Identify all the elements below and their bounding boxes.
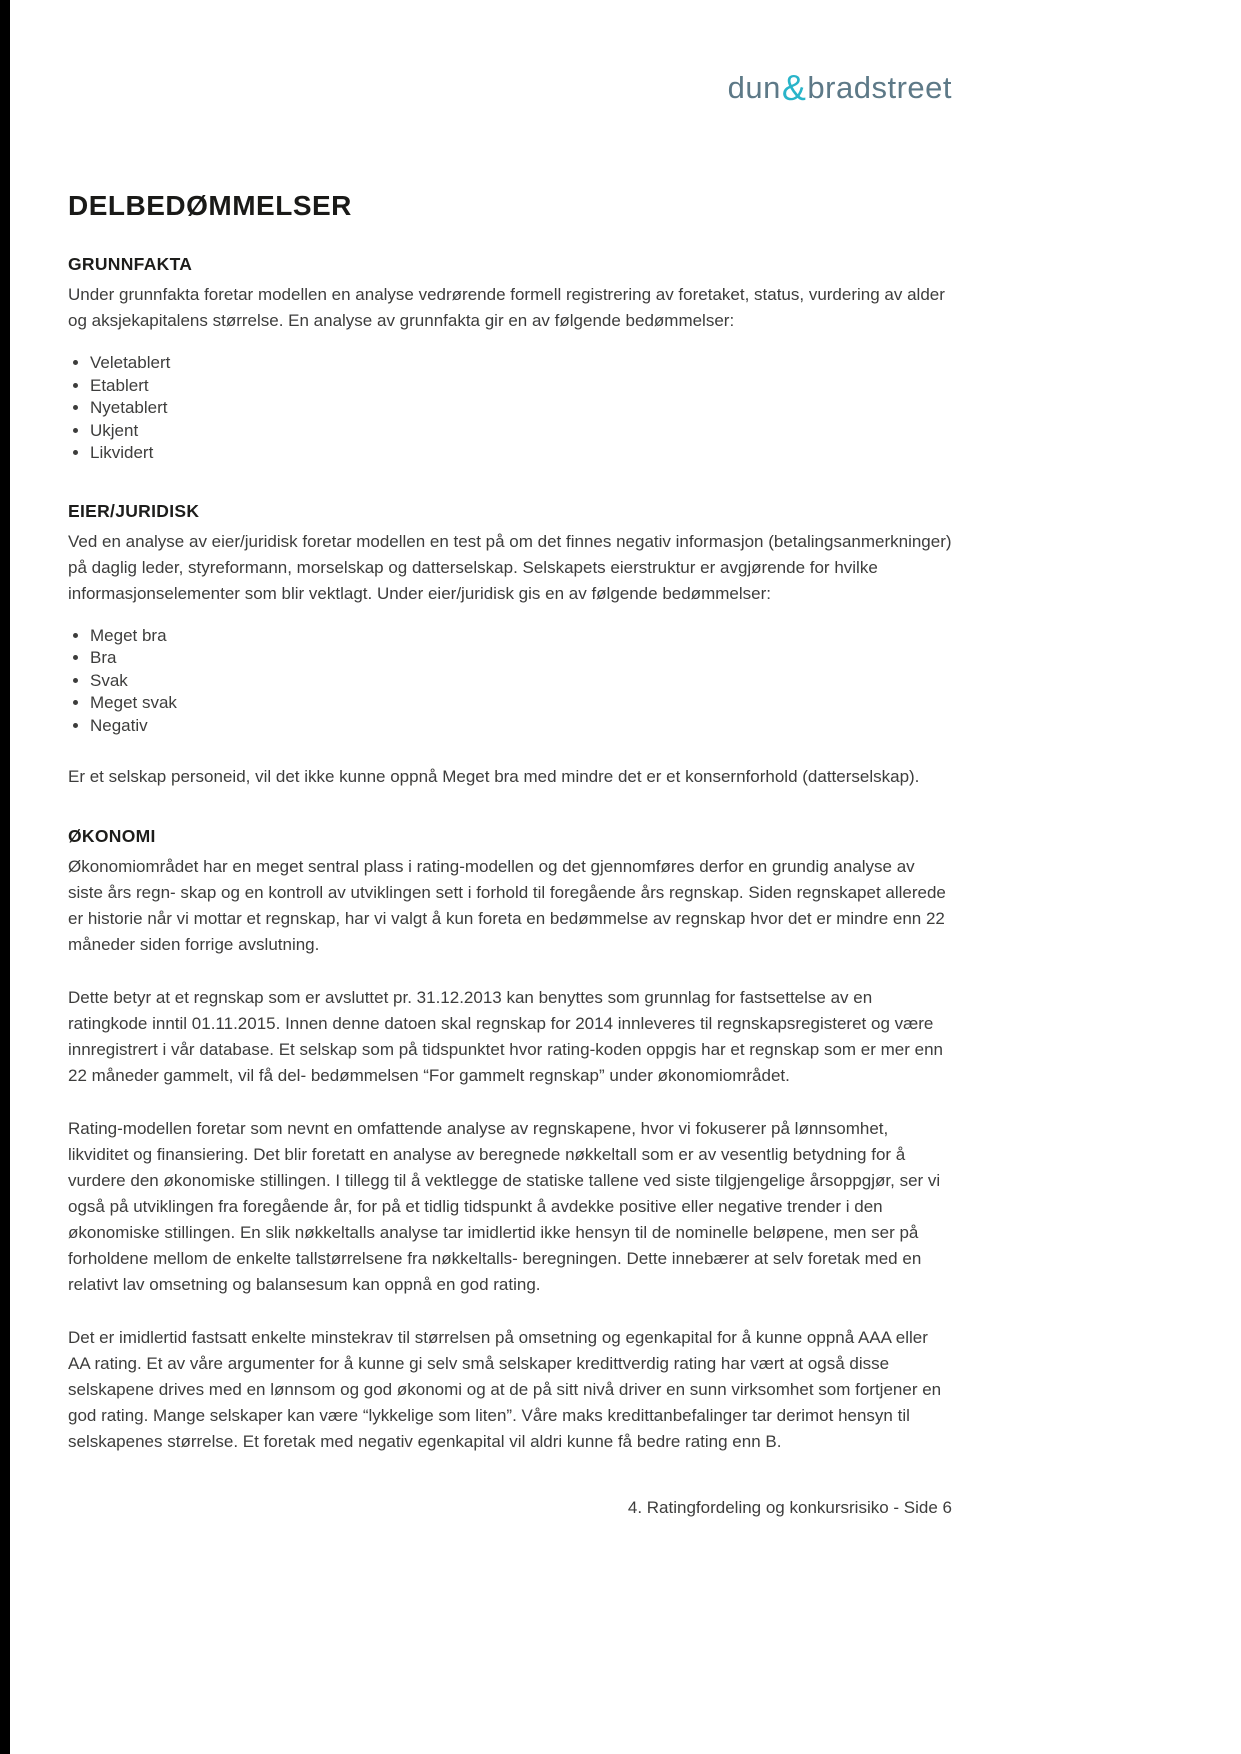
bullet-item: • Veletablert (90, 352, 952, 375)
bullet-item: • Svak (90, 670, 952, 693)
bullet-list-eier-juridisk (68, 625, 952, 738)
bullet-item: • Likvidert (90, 442, 952, 465)
logo-ampersand-icon: & (781, 67, 807, 108)
bullet-item: • Negativ (90, 715, 952, 738)
bullet-item: • Nyetablert (90, 397, 952, 420)
section-okonomi (68, 824, 952, 1455)
section-eier-juridisk (68, 499, 952, 791)
section-heading-grunnfakta: GRUNNFAKTA (68, 254, 193, 274)
section-heading-okonomi: ØKONOMI (68, 826, 156, 846)
section-grunnfakta (68, 252, 952, 465)
logo-text-dun: dun (727, 70, 781, 105)
paragraph: Økonomiområdet har en meget sentral plass i rating-modellen og det gjennomføres derfor en grundig analyse av siste års regn- skap og en kontroll av utviklingen sett i forhold til foregående års regnskap. Siden regnskapet allerede er historie når vi mottar et regnskap, har vi valgt å kun foreta en bedømmelse av regnskap hvor det er mindre enn 22 måneder siden forrige avslutning. (68, 857, 946, 954)
bullet-item: • Etablert (90, 375, 952, 398)
paragraph: Ved en analyse av eier/juridisk foretar modellen en test på om det finnes negativ informasjon (betalingsanmerkninger) på daglig leder, styreformann, morselskap og datterselskap. Selskapets eierstruktur er avgjørende for hvilke informasjonselementer som blir vektlagt. Under eier/juridisk gis en av følgende bedømmelser: (68, 531, 952, 603)
paragraph: Dette betyr at et regnskap som er avsluttet pr. 31.12.2013 kan benyttes som grunnlag for fastsettelse av en ratingkode inntil 01.11.2015. Innen denne datoen skal regnskap for 2014 innleveres til regnskapsregisteret og være innregistrert i vår database. Et selskap som på tidspunktet hvor rating-koden oppgis har et regnskap som er mer enn 22 måneder gammelt, vil få del- bedømmelsen “For gammelt regnskap” under økonomiområdet. (68, 988, 944, 1085)
bullet-item: • Bra (90, 647, 952, 670)
paragraph: Rating-modellen foretar som nevnt en omfattende analyse av regnskapene, hvor vi fokuserer på lønnsomhet, likviditet og finansiering. Det blir foretatt en analyse av beregnede nøkkeltall som er av vesentlig betydning for å vurdere den økonomiske stillingen. I tillegg til å vektlegge de statiske tallene ved siste tilgjengelige årsoppgjør, ser vi også på utviklingen fra foregående år, for på et tidlig tidspunkt å avdekke positive eller negative trender i den økonomiske stillingen. En slik nøkkeltalls analyse tar imidlertid ikke hensyn til de nominelle beløpene, men ser på forholdene mellom de enkelte tallstørrelsene fra nøkkeltalls- beregningen. Dette innebærer at selv foretak med en relativt lav omsetning og balansesum kan oppnå en god rating. (68, 1119, 941, 1294)
bullet-list-grunnfakta (68, 352, 952, 465)
paragraph: Under grunnfakta foretar modellen en analyse vedrørende formell registrering av foretaket, status, vurdering av alder og aksjekapitalens størrelse. En analyse av grunnfakta gir en av følgende bedømmelser: (68, 285, 945, 330)
footer-text: 4. Ratingfordeling og konkursrisiko - Side 6 (627, 1498, 952, 1517)
page-content (68, 0, 952, 1455)
dnb-logo (68, 67, 952, 108)
paragraph: Er et selskap personeid, vil det ikke kunne oppnå Meget bra med mindre det er et konsernforhold (datterselskap). (68, 767, 920, 786)
left-edge-bar (0, 0, 10, 1754)
page-title: DELBEDØMMELSER (68, 190, 352, 221)
paragraph: Det er imidlertid fastsatt enkelte minstekrav til størrelsen på omsetning og egenkapital for å kunne oppnå AAA eller AA rating. Et av våre argumenter for å kunne gi selv små selskaper kredittverdig rating har vært at også disse selskapene drives med en lønnsom og god økonomi og at de på sitt nivå driver en sunn virksomhet som fortjener en god rating. Mange selskaper kan være “lykkelige som liten”. Våre maks kredittanbefalinger tar derimot hensyn til selskapenes størrelse. Et foretak med negativ egenkapital vil aldri kunne få bedre rating enn B. (68, 1328, 942, 1451)
page-footer (628, 1496, 952, 1520)
bullet-item: • Meget svak (90, 692, 952, 715)
bullet-item: • Ukjent (90, 420, 952, 443)
logo-text-bradstreet: bradstreet (807, 70, 952, 105)
bullet-item: • Meget bra (90, 625, 952, 648)
section-heading-eier-juridisk: EIER/JURIDISK (68, 500, 200, 521)
